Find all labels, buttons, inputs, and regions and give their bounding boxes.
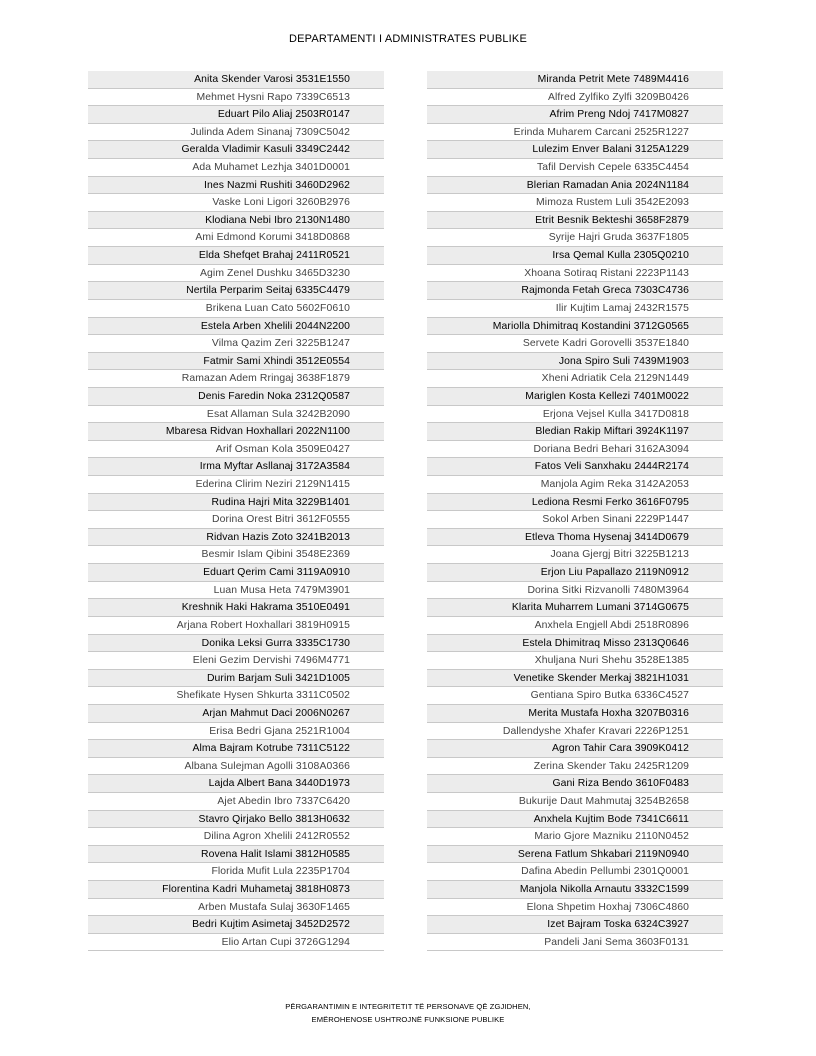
list-item: Blerian Ramadan Ania 2024N1184 [427, 177, 723, 195]
list-item: Mario Gjore Mazniku 2110N0452 [427, 828, 723, 846]
list-item: Tafil Dervish Cepele 6335C4454 [427, 159, 723, 177]
list-item: Mehmet Hysni Rapo 7339C6513 [88, 89, 384, 107]
list-item: Etleva Thoma Hysenaj 3414D0679 [427, 529, 723, 547]
list-item: Durim Barjam Suli 3421D1005 [88, 670, 384, 688]
footer-line-2: EMËROHENOSE USHTROJNË FUNKSIONE PUBLIKE [311, 1015, 505, 1024]
list-item: Shefikate Hysen Shkurta 3311C0502 [88, 687, 384, 705]
list-item: Ridvan Hazis Zoto 3241B2013 [88, 529, 384, 547]
list-item: Albana Sulejman Agolli 3108A0366 [88, 758, 384, 776]
list-item: Donika Leksi Gurra 3335C1730 [88, 635, 384, 653]
list-item: Kreshnik Haki Hakrama 3510E0491 [88, 599, 384, 617]
list-item: Lajda Albert Bana 3440D1973 [88, 775, 384, 793]
list-item: Anxhela Engjell Abdi 2518R0896 [427, 617, 723, 635]
list-item: Bledian Rakip Miftari 3924K1197 [427, 423, 723, 441]
list-item: Rajmonda Fetah Greca 7303C4736 [427, 282, 723, 300]
list-item: Erjona Vejsel Kulla 3417D0818 [427, 406, 723, 424]
list-item: Zerina Skender Taku 2425R1209 [427, 758, 723, 776]
list-item: Gentiana Spiro Butka 6336C4527 [427, 687, 723, 705]
list-item: Joana Gjergj Bitri 3225B1213 [427, 546, 723, 564]
list-item: Bedri Kujtim Asimetaj 3452D2572 [88, 916, 384, 934]
list-item: Geralda Vladimir Kasuli 3349C2442 [88, 141, 384, 159]
page-title: DEPARTAMENTI I ADMINISTRATES PUBLIKE [288, 33, 528, 45]
list-item: Xheni Adriatik Cela 2129N1449 [427, 370, 723, 388]
list-item: Estela Arben Xhelili 2044N2200 [88, 318, 384, 336]
list-item: Lulezim Enver Balani 3125A1229 [427, 141, 723, 159]
list-item: Eleni Gezim Dervishi 7496M4771 [88, 652, 384, 670]
footer-line-1: PËRGARANTIMIN E INTEGRITETIT TË PERSONAVE QË ZGJIDHEN, [285, 1002, 531, 1011]
list-item: Julinda Adem Sinanaj 7309C5042 [88, 124, 384, 142]
list-item: Venetike Skender Merkaj 3821H1031 [427, 670, 723, 688]
list-item: Eduart Qerim Cami 3119A0910 [88, 564, 384, 582]
list-item: Rudina Hajri Mita 3229B1401 [88, 494, 384, 512]
list-item: Rovena Halit Islami 3812H0585 [88, 846, 384, 864]
list-item: Stavro Qirjako Bello 3813H0632 [88, 811, 384, 829]
list-item: Arben Mustafa Sulaj 3630F1465 [88, 899, 384, 917]
list-item: Dorina Orest Bitri 3612F0555 [88, 511, 384, 529]
list-item: Klarita Muharrem Lumani 3714G0675 [427, 599, 723, 617]
list-item: Syrije Hajri Gruda 3637F1805 [427, 229, 723, 247]
list-item: Esat Allaman Sula 3242B2090 [88, 406, 384, 424]
list-item: Elio Artan Cupi 3726G1294 [88, 934, 384, 952]
list-item: Irma Myftar Asllanaj 3172A3584 [88, 458, 384, 476]
list-item: Ramazan Adem Rringaj 3638F1879 [88, 370, 384, 388]
list-item: Dorina Sitki Rizvanolli 7480M3964 [427, 582, 723, 600]
list-item: Agron Tahir Cara 3909K0412 [427, 740, 723, 758]
list-item: Pandeli Jani Sema 3603F0131 [427, 934, 723, 952]
list-item: Nertila Perparim Seitaj 6335C4479 [88, 282, 384, 300]
list-item: Sokol Arben Sinani 2229P1447 [427, 511, 723, 529]
list-item: Bukurije Daut Mahmutaj 3254B2658 [427, 793, 723, 811]
list-item: Irsa Qemal Kulla 2305Q0210 [427, 247, 723, 265]
list-item: Anxhela Kujtim Bode 7341C6611 [427, 811, 723, 829]
list-item: Fatmir Sami Xhindi 3512E0554 [88, 353, 384, 371]
list-item: Florentina Kadri Muhametaj 3818H0873 [88, 881, 384, 899]
list-item: Ines Nazmi Rushiti 3460D2962 [88, 177, 384, 195]
list-item: Mimoza Rustem Luli 3542E2093 [427, 194, 723, 212]
page-footer [0, 1000, 816, 1026]
list-item: Jona Spiro Suli 7439M1903 [427, 353, 723, 371]
list-item: Elda Shefqet Brahaj 2411R0521 [88, 247, 384, 265]
list-item: Dilina Agron Xhelili 2412R0552 [88, 828, 384, 846]
list-item: Arif Osman Kola 3509E0427 [88, 441, 384, 459]
list-item: Ami Edmond Korumi 3418D0868 [88, 229, 384, 247]
list-item: Miranda Petrit Mete 7489M4416 [427, 71, 723, 89]
list-item: Servete Kadri Gorovelli 3537E1840 [427, 335, 723, 353]
list-item: Klodiana Nebi Ibro 2130N1480 [88, 212, 384, 230]
list-item: Erinda Muharem Carcani 2525R1227 [427, 124, 723, 142]
list-item: Denis Faredin Noka 2312Q0587 [88, 388, 384, 406]
list-item: Arjan Mahmut Daci 2006N0267 [88, 705, 384, 723]
list-item: Elona Shpetim Hoxhaj 7306C4860 [427, 899, 723, 917]
list-item: Erjon Liu Papallazo 2119N0912 [427, 564, 723, 582]
list-item: Mariglen Kosta Kellezi 7401M0022 [427, 388, 723, 406]
list-item: Ada Muhamet Lezhja 3401D0001 [88, 159, 384, 177]
list-item: Alfred Zylfiko Zylfi 3209B0426 [427, 89, 723, 107]
list-item: Vaske Loni Ligori 3260B2976 [88, 194, 384, 212]
list-item: Ajet Abedin Ibro 7337C6420 [88, 793, 384, 811]
list-item: Agim Zenel Dushku 3465D3230 [88, 265, 384, 283]
list-item: Fatos Veli Sanxhaku 2444R2174 [427, 458, 723, 476]
list-item: Xhuljana Nuri Shehu 3528E1385 [427, 652, 723, 670]
list-item: Eduart Pilo Aliaj 2503R0147 [88, 106, 384, 124]
list-item: Luan Musa Heta 7479M3901 [88, 582, 384, 600]
list-item: Mbaresa Ridvan Hoxhallari 2022N1100 [88, 423, 384, 441]
list-item: Erisa Bedri Gjana 2521R1004 [88, 723, 384, 741]
list-item: Manjola Agim Reka 3142A2053 [427, 476, 723, 494]
list-item: Manjola Nikolla Arnautu 3332C1599 [427, 881, 723, 899]
list-item: Ilir Kujtim Lamaj 2432R1575 [427, 300, 723, 318]
list-item: Mariolla Dhimitraq Kostandini 3712G0565 [427, 318, 723, 336]
list-item: Ederina Clirim Neziri 2129N1415 [88, 476, 384, 494]
list-item: Serena Fatlum Shkabari 2119N0940 [427, 846, 723, 864]
list-item: Besmir Islam Qibini 3548E2369 [88, 546, 384, 564]
list-item: Dallendyshe Xhafer Kravari 2226P1251 [427, 723, 723, 741]
list-item: Xhoana Sotiraq Ristani 2223P1143 [427, 265, 723, 283]
list-item: Izet Bajram Toska 6324C3927 [427, 916, 723, 934]
list-item: Afrim Preng Ndoj 7417M0827 [427, 106, 723, 124]
right-name-list [427, 71, 723, 951]
list-item: Estela Dhimitraq Misso 2313Q0646 [427, 635, 723, 653]
list-item: Lediona Resmi Ferko 3616F0795 [427, 494, 723, 512]
left-name-list [88, 71, 384, 951]
list-item: Doriana Bedri Behari 3162A3094 [427, 441, 723, 459]
list-item: Alma Bajram Kotrube 7311C5122 [88, 740, 384, 758]
list-item: Brikena Luan Cato 5602F0610 [88, 300, 384, 318]
list-item: Arjana Robert Hoxhallari 3819H0915 [88, 617, 384, 635]
list-item: Merita Mustafa Hoxha 3207B0316 [427, 705, 723, 723]
list-item: Dafina Abedin Pellumbi 2301Q0001 [427, 863, 723, 881]
list-item: Florida Mufit Lula 2235P1704 [88, 863, 384, 881]
list-item: Vilma Qazim Zeri 3225B1247 [88, 335, 384, 353]
list-item: Gani Riza Bendo 3610F0483 [427, 775, 723, 793]
list-item: Etrit Besnik Bekteshi 3658F2879 [427, 212, 723, 230]
list-item: Anita Skender Varosi 3531E1550 [88, 71, 384, 89]
